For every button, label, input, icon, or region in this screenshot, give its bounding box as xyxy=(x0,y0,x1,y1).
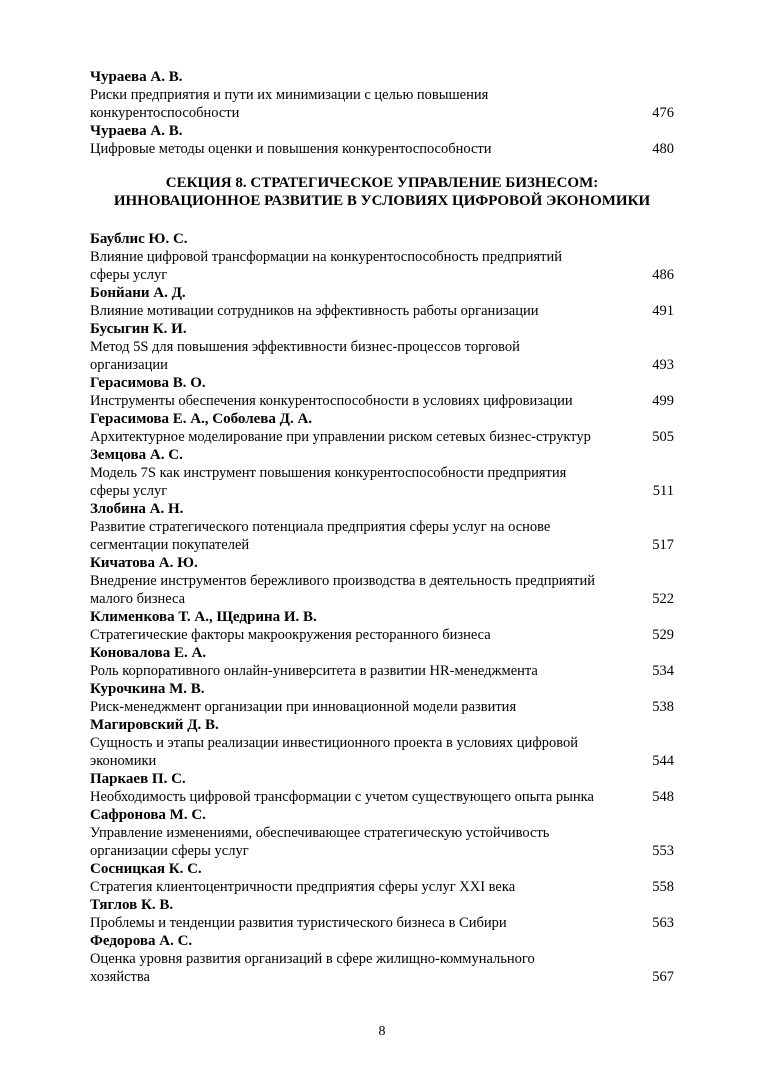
entry-page-number: 476 xyxy=(652,105,674,121)
entry-author: Злобина А. Н. xyxy=(90,501,184,517)
entry-author: Паркаев П. С. xyxy=(90,771,186,787)
entry-title-row xyxy=(90,968,674,986)
entry-title-line: конкурентоспособности xyxy=(90,105,240,121)
entry-author: Герасимова Е. А., Соболева Д. А. xyxy=(90,411,313,427)
section-heading-line-1: СЕКЦИЯ 8. СТРАТЕГИЧЕСКОЕ УПРАВЛЕНИЕ БИЗНЕСОМ: xyxy=(165,175,599,191)
toc-entry xyxy=(90,446,674,500)
entry-title-row xyxy=(90,392,674,410)
toc-entry xyxy=(90,500,674,554)
entry-author: Федорова А. С. xyxy=(90,933,193,949)
entry-title-row xyxy=(90,266,674,284)
entry-title-row xyxy=(90,590,674,608)
entry-title-row xyxy=(90,788,674,806)
entry-title-line: Стратегия клиентоцентричности предприятия сферы услуг XXI века xyxy=(90,879,516,895)
entry-page-number: 480 xyxy=(652,141,674,157)
entry-title-line: малого бизнеса xyxy=(90,591,186,607)
toc-entry xyxy=(90,716,674,770)
entry-title-line: Управление изменениями, обеспечивающее стратегическую устойчивость xyxy=(90,825,550,841)
toc-entries-before-section xyxy=(90,68,674,158)
entry-title-line: Внедрение инструментов бережливого производства в деятельность предприятий xyxy=(90,573,596,589)
entry-page-number: 499 xyxy=(652,393,674,409)
toc-entry xyxy=(90,68,674,122)
entry-title-line: сферы услуг xyxy=(90,483,168,499)
entry-title-row xyxy=(90,752,674,770)
entry-page-number: 486 xyxy=(652,267,674,283)
entry-title-line: Оценка уровня развития организаций в сфере жилищно-коммунального xyxy=(90,951,535,967)
entry-author: Чураева А. В. xyxy=(90,69,183,85)
toc-entry xyxy=(90,554,674,608)
entry-page-number: 534 xyxy=(652,663,674,679)
entry-title-row xyxy=(90,536,674,554)
entry-page-number: 563 xyxy=(652,915,674,931)
entry-title-line: организации сферы услуг xyxy=(90,843,249,859)
toc-entry xyxy=(90,896,674,932)
entry-title-row xyxy=(90,428,674,446)
toc-entry xyxy=(90,932,674,986)
entry-title-line: сегментации покупателей xyxy=(90,537,250,553)
toc-entry xyxy=(90,680,674,716)
entry-page-number: 517 xyxy=(652,537,674,553)
entry-page-number: 529 xyxy=(652,627,674,643)
entry-page-number: 544 xyxy=(652,753,674,769)
toc-page xyxy=(90,68,674,986)
entry-title-line: Влияние цифровой трансформации на конкурентоспособность предприятий xyxy=(90,249,562,265)
page-number: 8 xyxy=(378,1024,386,1039)
entry-page-number: 522 xyxy=(652,591,674,607)
entry-page-number: 511 xyxy=(652,483,674,499)
section-heading-line-2: ИННОВАЦИОННОЕ РАЗВИТИЕ В УСЛОВИЯХ ЦИФРОВОЙ ЭКОНОМИКИ xyxy=(113,193,651,209)
entry-author: Курочкина М. В. xyxy=(90,681,205,697)
entry-author: Клименкова Т. А., Щедрина И. В. xyxy=(90,609,317,625)
entry-title-row xyxy=(90,356,674,374)
entry-title-row xyxy=(90,302,674,320)
entry-title-row xyxy=(90,842,674,860)
section-heading xyxy=(90,174,674,210)
entry-author: Сафронова М. С. xyxy=(90,807,206,823)
entry-title-line: экономики xyxy=(90,753,157,769)
entry-author: Бусыгин К. И. xyxy=(90,321,187,337)
entry-title-line: сферы услуг xyxy=(90,267,168,283)
entry-author: Сосницкая К. С. xyxy=(90,861,202,877)
toc-entries xyxy=(90,230,674,986)
entry-title-line: хозяйства xyxy=(90,969,150,985)
entry-page-number: 505 xyxy=(652,429,674,445)
entry-author: Бонйани А. Д. xyxy=(90,285,186,301)
entry-author: Баублис Ю. С. xyxy=(90,231,188,247)
entry-title-row xyxy=(90,662,674,680)
toc-entry xyxy=(90,806,674,860)
entry-title-line: Влияние мотивации сотрудников на эффективность работы организации xyxy=(90,303,539,319)
entry-title-row xyxy=(90,626,674,644)
entry-title-row xyxy=(90,140,674,158)
entry-page-number: 548 xyxy=(652,789,674,805)
entry-title-line: Стратегические факторы макроокружения ресторанного бизнеса xyxy=(90,627,491,643)
entry-author: Кичатова А. Ю. xyxy=(90,555,198,571)
entry-author: Коновалова Е. А. xyxy=(90,645,207,661)
toc-entry xyxy=(90,230,674,284)
entry-page-number: 493 xyxy=(652,357,674,373)
entry-title-row xyxy=(90,482,674,500)
entry-title-line: Цифровые методы оценки и повышения конкурентоспособности xyxy=(90,141,492,157)
entry-author: Герасимова В. О. xyxy=(90,375,206,391)
entry-page-number: 558 xyxy=(652,879,674,895)
entry-author: Тяглов К. В. xyxy=(90,897,174,913)
entry-title-row xyxy=(90,878,674,896)
entry-title-line: Риск-менеджмент организации при инновационной модели развития xyxy=(90,699,517,715)
toc-entry xyxy=(90,770,674,806)
entry-title-line: Роль корпоративного онлайн-университета в развитии HR-менеджмента xyxy=(90,663,538,679)
toc-entry xyxy=(90,284,674,320)
entry-title-line: Архитектурное моделирование при управлении риском сетевых бизнес-структур xyxy=(90,429,591,445)
toc-entry xyxy=(90,608,674,644)
toc-entry xyxy=(90,320,674,374)
entry-title-row xyxy=(90,104,674,122)
entry-title-line: Инструменты обеспечения конкурентоспособности в условиях цифровизации xyxy=(90,393,573,409)
entry-page-number: 538 xyxy=(652,699,674,715)
entry-title-line: Риски предприятия и пути их минимизации с целью повышения xyxy=(90,87,489,103)
entry-author: Магировский Д. В. xyxy=(90,717,219,733)
entry-title-line: Необходимость цифровой трансформации с учетом существующего опыта рынка xyxy=(90,789,594,805)
entry-title-line: организации xyxy=(90,357,168,373)
toc-entry xyxy=(90,374,674,410)
entry-title-row xyxy=(90,914,674,932)
entry-page-number: 491 xyxy=(652,303,674,319)
entry-title-line: Проблемы и тенденции развития туристического бизнеса в Сибири xyxy=(90,915,507,931)
entry-title-line: Модель 7S как инструмент повышения конкурентоспособности предприятия xyxy=(90,465,567,481)
entry-author: Земцова А. С. xyxy=(90,447,183,463)
entry-title-line: Сущность и этапы реализации инвестиционного проекта в условиях цифровой xyxy=(90,735,578,751)
entry-page-number: 553 xyxy=(652,843,674,859)
toc-entry xyxy=(90,644,674,680)
toc-entry xyxy=(90,122,674,158)
entry-title-row xyxy=(90,698,674,716)
entry-title-line: Развитие стратегического потенциала предприятия сферы услуг на основе xyxy=(90,519,551,535)
entry-title-line: Метод 5S для повышения эффективности бизнес-процессов торговой xyxy=(90,339,520,355)
entry-author: Чураева А. В. xyxy=(90,123,183,139)
toc-entry xyxy=(90,410,674,446)
entry-page-number: 567 xyxy=(652,969,674,985)
toc-entry xyxy=(90,860,674,896)
